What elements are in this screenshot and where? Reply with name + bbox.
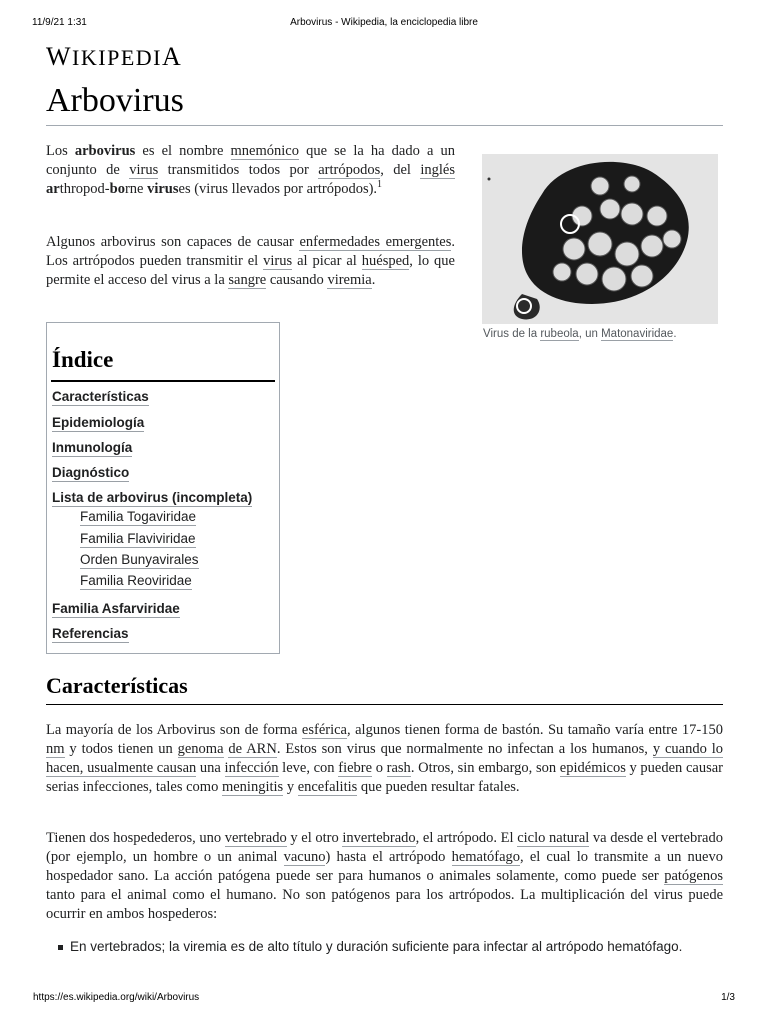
link-ciclo-natural[interactable]: ciclo natural (517, 830, 590, 846)
link-vertebrado[interactable]: vertebrado (224, 830, 287, 846)
wikipedia-wordmark[interactable] (46, 42, 182, 72)
link-huesped[interactable]: huésped (361, 253, 410, 269)
link-meningitis[interactable]: meningitis (221, 779, 284, 795)
toc-divider (51, 380, 275, 382)
link-virus-2[interactable]: virus (263, 253, 293, 269)
print-datetime: 11/9/21 1:31 (32, 17, 87, 28)
section-heading-caracteristicas: Características (46, 673, 188, 698)
list-item-text: En vertebrados; la viremia es de alto título y duración suficiente para infectar al artrópodo hematófago. (70, 939, 683, 954)
wordmark-a: A (161, 42, 183, 71)
wordmark-w: W (46, 42, 73, 71)
link-fiebre[interactable]: fiebre (338, 760, 373, 776)
section-divider (46, 704, 723, 705)
link-cuando-lo-hacen[interactable]: y cuando lo hacen, usualmente causan (46, 741, 724, 776)
image-caption: Virus de la rubeola, un Matonaviridae. (483, 328, 677, 340)
link-mnemonico[interactable]: mnemónico (230, 143, 299, 159)
link-nm[interactable]: nm (46, 741, 65, 757)
link-rubeola[interactable]: rubeola (540, 328, 579, 340)
link-viremia[interactable]: viremia (327, 272, 372, 288)
link-sangre[interactable]: sangre (228, 272, 267, 288)
link-rash[interactable]: rash (386, 760, 411, 776)
toc-item-referencias[interactable]: Referencias (52, 626, 129, 641)
toc-item-asfarviridae[interactable]: Familia Asfarviridae (52, 601, 180, 616)
toc-subitem-togaviridae[interactable]: Familia Togaviridae (80, 509, 197, 524)
bullet-icon (58, 945, 63, 950)
toc-subitem-flaviviridae[interactable]: Familia Flaviviridae (80, 531, 196, 546)
wordmark-middle: IKIPEDI (72, 45, 162, 70)
reference-1[interactable]: 1 (377, 179, 383, 191)
rubella-virus-micrograph[interactable] (482, 154, 718, 324)
toc-item-diagnostico[interactable]: Diagnóstico (52, 465, 130, 480)
link-infeccion[interactable]: infección (224, 760, 279, 776)
link-matonaviridae[interactable]: Matonaviridae (601, 328, 674, 340)
link-epidemicos[interactable]: epidémicos (559, 760, 626, 776)
link-invertebrado[interactable]: invertebrado (342, 830, 416, 846)
page-title: Arbovirus (46, 82, 184, 119)
print-footer (0, 992, 768, 1006)
link-esferica[interactable]: esférica (301, 722, 347, 738)
table-of-contents (46, 322, 280, 654)
section-paragraph-1: La mayoría de los Arbovirus son de forma esférica, algunos tienen forma de bastón. Su tamaño varía entre 17-150 nm y todos tienen un genoma de ARN. Estos son virus que normalmente no infectan a los humanos, y cuando lo hacen, usualmente causan una infección leve, con fiebre o rash. Otros, sin embargo, son epidémicos y pueden causar serias infecciones, tales como meningitis y encefalitis que pueden resultar fatales. (46, 722, 724, 795)
intro-paragraph-2: Algunos arbovirus son capaces de causar enfermedades emergentes. Los artrópodos pueden transmitir el virus al picar al huésped, lo que permite el acceso del virus a la sangre causando viremia. (46, 234, 455, 288)
micrograph-image (482, 154, 718, 324)
toc-item-caracteristicas[interactable]: Características (52, 389, 149, 404)
link-patogenos[interactable]: patógenos (664, 868, 723, 884)
toc-subitem-reoviridae[interactable]: Familia Reoviridae (80, 573, 192, 588)
link-ingles[interactable]: inglés (420, 162, 455, 178)
print-page-number: 1/3 (721, 992, 735, 1003)
link-hematofago[interactable]: hematófago (451, 849, 521, 865)
link-genoma[interactable]: genoma (177, 741, 224, 757)
print-page-title: Arbovirus - Wikipedia, la enciclopedia libre (290, 17, 478, 28)
toc-item-lista-arbovirus[interactable]: Lista de arbovirus (incompleta) (52, 490, 253, 505)
link-artropodos[interactable]: artrópodos (318, 162, 381, 178)
print-header (0, 17, 768, 31)
toc-title: Índice (52, 347, 114, 372)
print-url: https://es.wikipedia.org/wiki/Arbovirus (33, 992, 200, 1003)
link-enfermedades-emergentes[interactable]: enfermedades emergentes (299, 234, 452, 250)
link-encefalitis[interactable]: encefalitis (297, 779, 358, 795)
link-arn[interactable]: de ARN (228, 741, 277, 757)
link-vacuno[interactable]: vacuno (283, 849, 326, 865)
toc-subitem-bunyavirales[interactable]: Orden Bunyavirales (80, 552, 199, 567)
title-divider (46, 125, 723, 126)
toc-item-epidemiologia[interactable]: Epidemiología (52, 415, 145, 430)
link-virus[interactable]: virus (129, 162, 159, 178)
intro-paragraph-1: Los arbovirus es el nombre mnemónico que se la ha dado a un conjunto de virus transmitidos todos por artrópodos, del inglés arthropod-borne viruses (virus llevados por artrópodos).$^1$ (46, 143, 455, 197)
toc-item-inmunologia[interactable]: Inmunología (52, 440, 133, 455)
section-paragraph-2: Tienen dos hospedederos, uno vertebrado y el otro invertebrado, el artrópodo. El ciclo natural va desde el vertebrado (por ejemplo, un hombre o un animal vacuno) hasta el artrópodo hematófago, el cual lo transmite a un nuevo hospedador sano. La acción patógena puede ser para humanos o animales solamente, como puede ser patógenos tanto para el animal como el humano. No son patógenos para los artrópodos. La multiplicación del virus puede ocurrir en ambos hospederos: (46, 830, 723, 922)
